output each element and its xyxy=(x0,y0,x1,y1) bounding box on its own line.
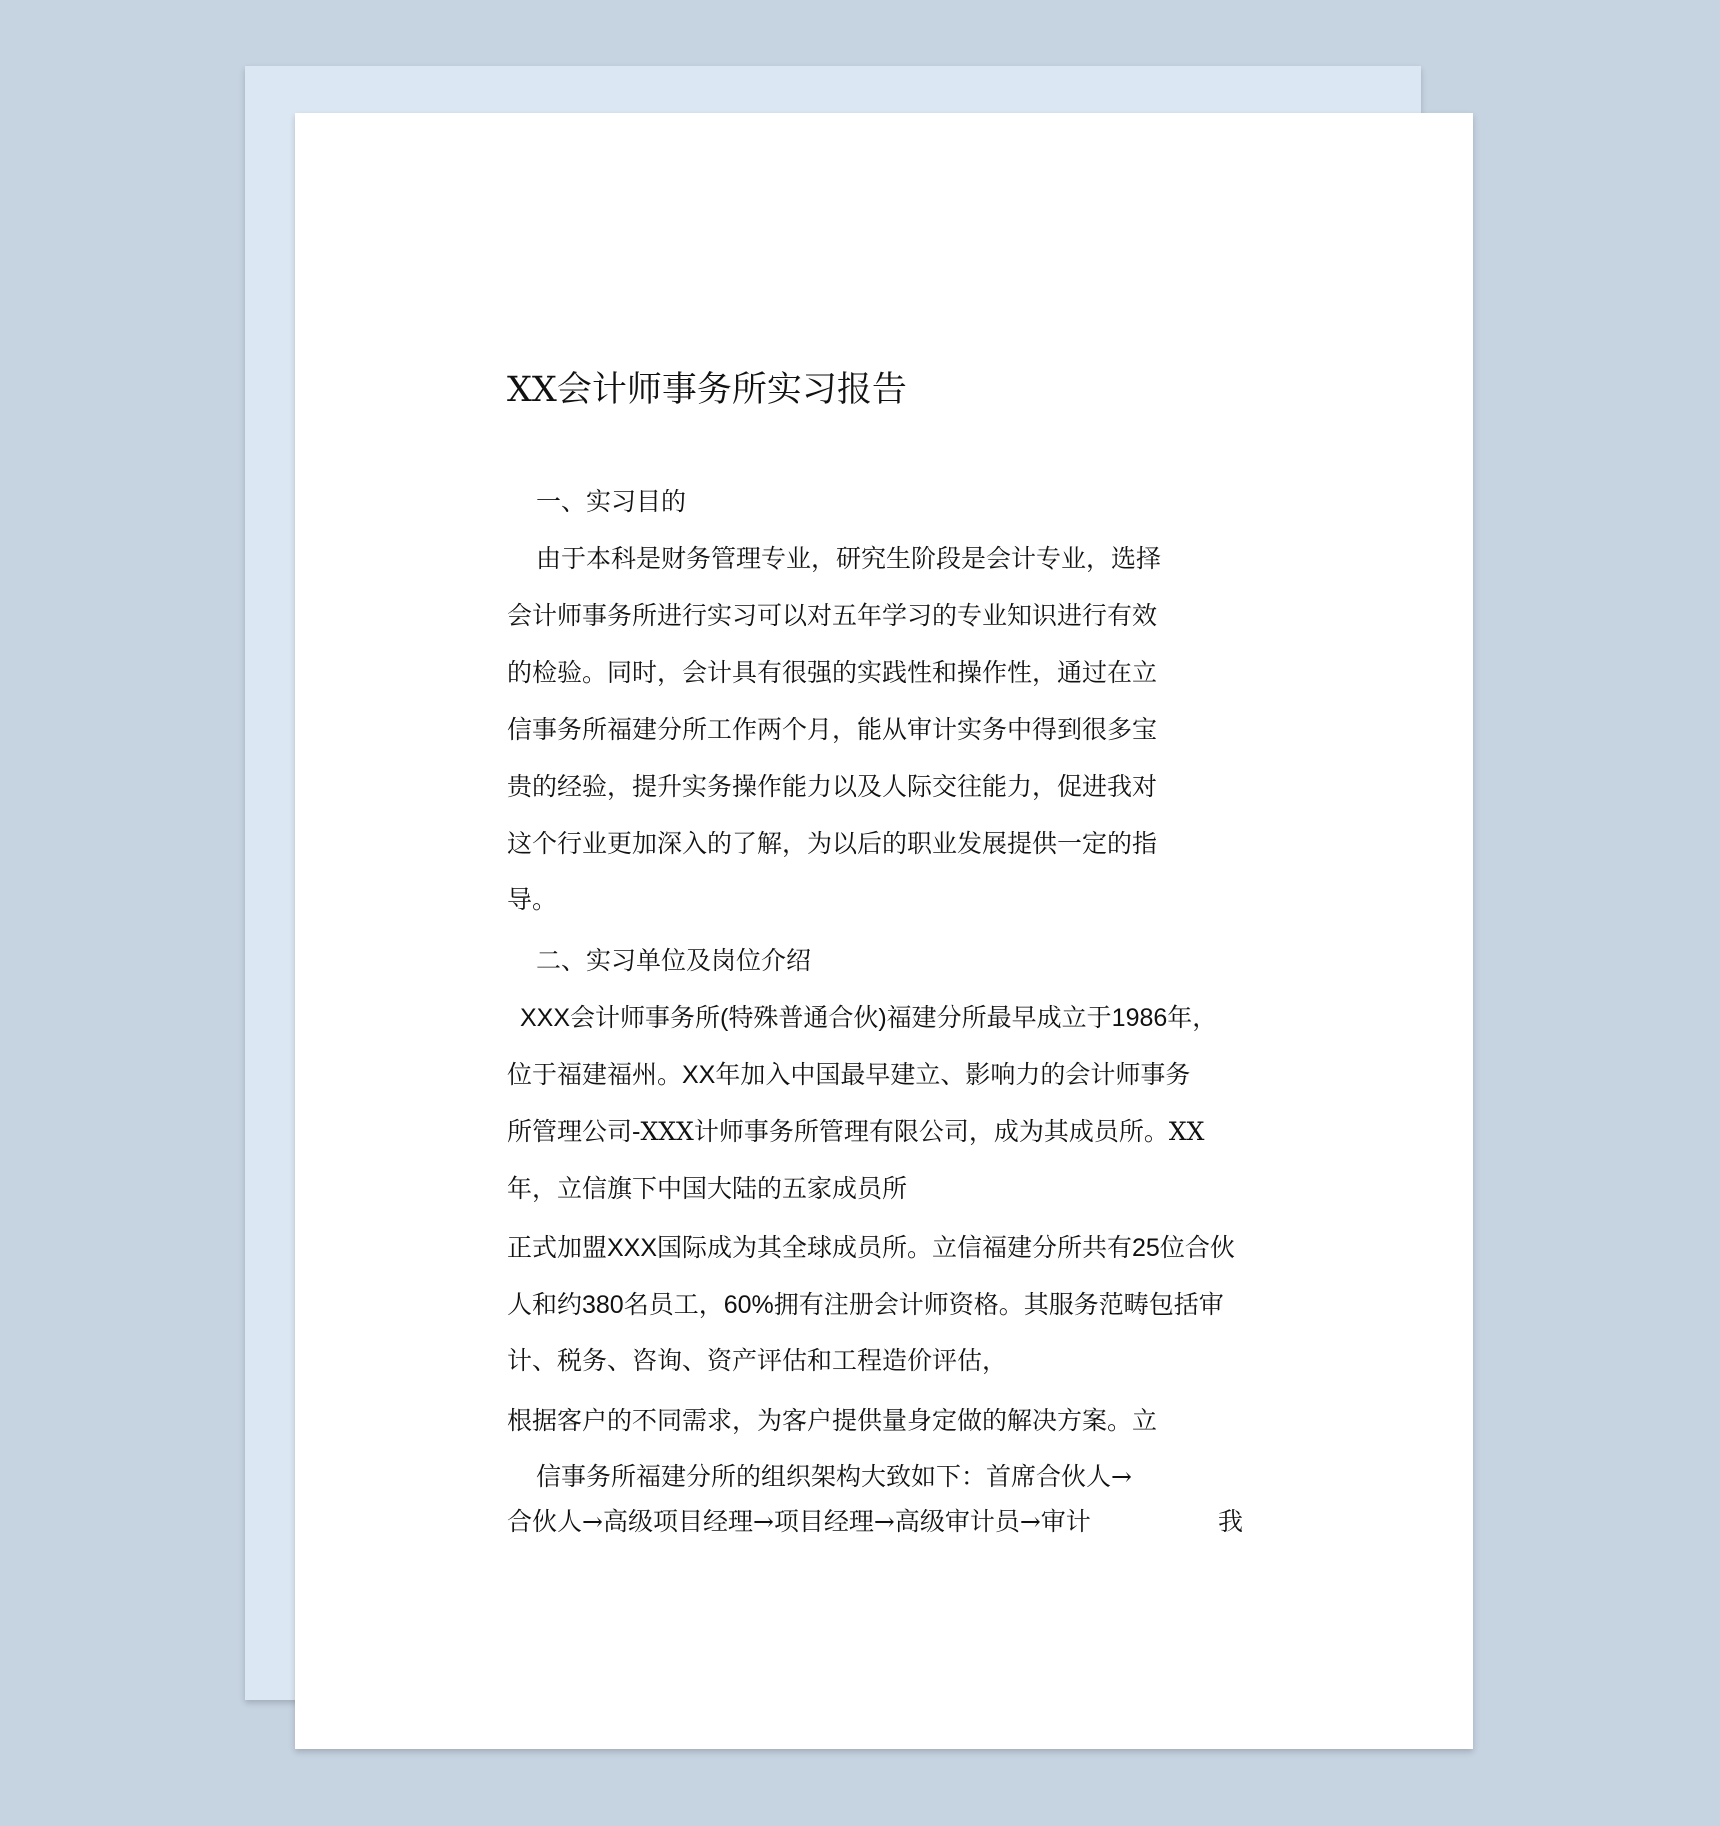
paragraph-line: 导。 xyxy=(507,885,558,914)
paragraph-line: 贵的经验，提升实务操作能力以及人际交往能力，促进我对 xyxy=(507,772,1158,801)
paragraph-line: 合伙人→高级项目经理→项目经理→高级审计员→审计 xyxy=(507,1507,1091,1536)
paragraph-line: 会计师事务所进行实习可以对五年学习的专业知识进行有效 xyxy=(507,601,1158,630)
paragraph-line: 由于本科是财务管理专业，研究生阶段是会计专业，选择 xyxy=(536,544,1162,573)
section-heading-1: 一、实习目的 xyxy=(536,487,687,516)
paragraph-line: XXX会计师事务所(特殊普通合伙)福建分所最早成立于1986年， xyxy=(520,1004,1218,1032)
paragraph-line: 位于福建福州。XX年加入中国最早建立、影响力的会计师事务 xyxy=(507,1061,1191,1089)
section-heading-2: 二、实习单位及岗位介绍 xyxy=(536,946,812,975)
paragraph-line: 信事务所福建分所的组织架构大致如下：首席合伙人→ xyxy=(536,1462,1132,1491)
document-title: XX会计师事务所实习报告 xyxy=(507,370,907,410)
paragraph-line: 正式加盟XXX国际成为其全球成员所。立信福建分所共有25位合伙 xyxy=(507,1234,1235,1262)
document-page xyxy=(295,113,1473,1749)
paragraph-line: 所管理公司-XXX计师事务所管理有限公司，成为其成员所。XX xyxy=(507,1117,1205,1146)
paragraph-line: 年，立信旗下中国大陆的五家成员所 xyxy=(507,1174,908,1203)
paragraph-line: 这个行业更加深入的了解，为以后的职业发展提供一定的指 xyxy=(507,829,1158,858)
paragraph-line: 的检验。同时，会计具有很强的实践性和操作性，通过在立 xyxy=(507,658,1158,687)
paragraph-line: 我 xyxy=(1218,1507,1244,1536)
paragraph-line: 计、税务、咨询、资产评估和工程造价评估， xyxy=(507,1346,1008,1375)
paragraph-line: 根据客户的不同需求，为客户提供量身定做的解决方案。立 xyxy=(507,1406,1158,1435)
paragraph-line: 人和约380名员工，60%拥有注册会计师资格。其服务范畴包括审 xyxy=(507,1291,1224,1319)
paragraph-line: 信事务所福建分所工作两个月，能从审计实务中得到很多宝 xyxy=(507,715,1158,744)
